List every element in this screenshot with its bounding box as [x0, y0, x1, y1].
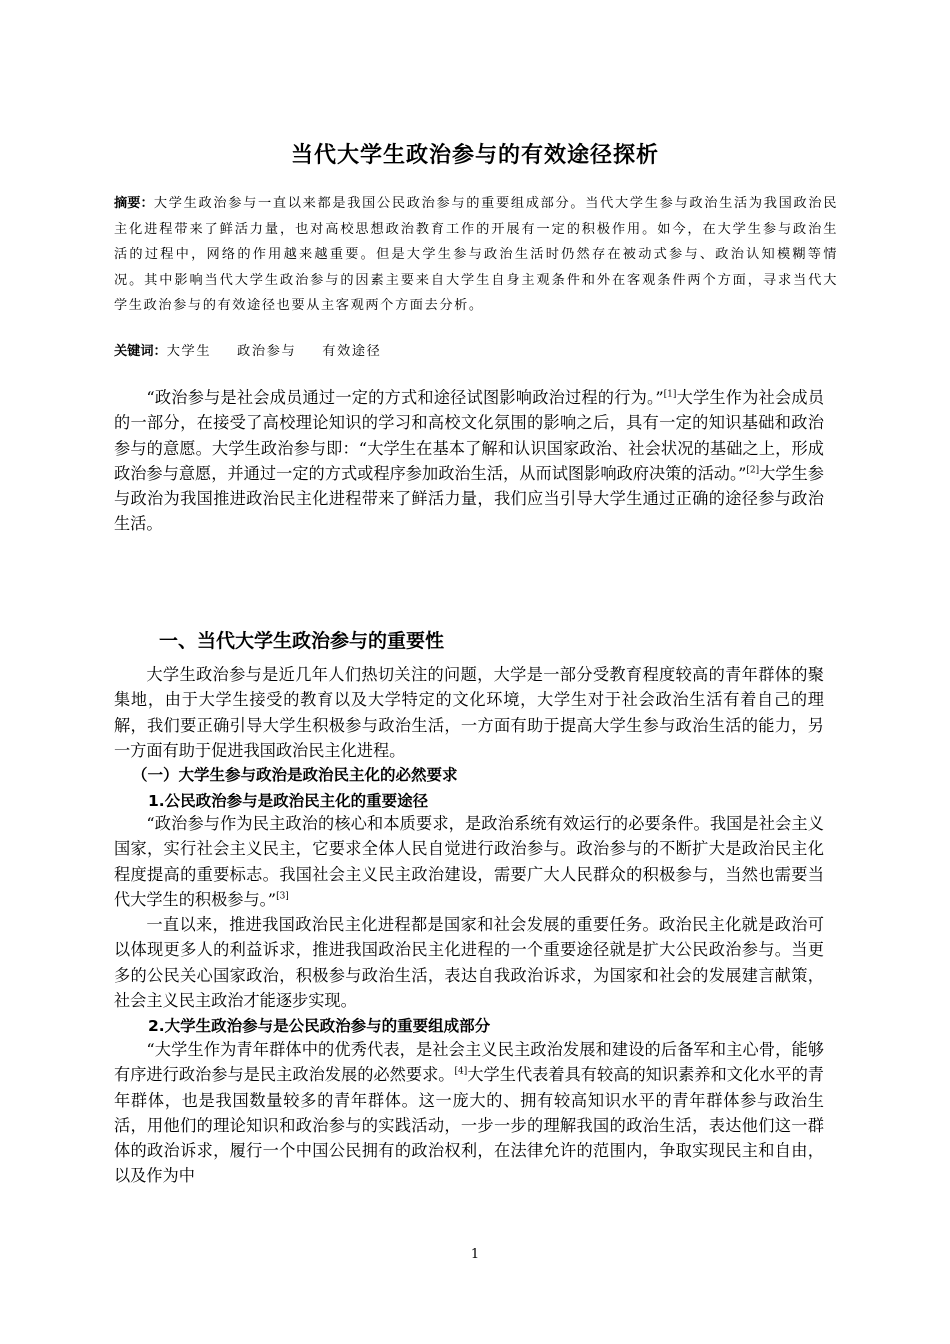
section-heading: 一、当代大学生政治参与的重要性 — [159, 630, 445, 652]
paper-title: 当代大学生政治参与的有效途径探析 — [290, 143, 659, 168]
point-paragraph — [114, 811, 824, 912]
citation-ref: [3] — [276, 891, 289, 902]
abstract-text: 大学生政治参与一直以来都是我国公民政治参与的重要组成部分。当代大学生参与政治生活为我国政治民主化进程带来了鲜活力量，也对高校思想政治教育工作的开展有一定的积极作用。如今，在大学生参与政治生活的过程中，网络的作用越来越重要。但是大学生参与政治生活时仍然存在被动式参与、政治认知模糊等情况。其中影响当代大学生政治参与的因素主要来自大学生自身主观条件和外在客观条件两个方面，寻求当代大学生政治参与的有效途径也要从主客观两个方面去分析。 — [114, 196, 838, 313]
point-paragraph — [114, 1037, 824, 1189]
paragraph-text: 大学生政治参与是近几年人们热切关注的问题，大学是一部分受教育程度较高的青年群体的聚集地，由于大学生接受的教育以及大学特定的文化环境，大学生对于社会政治生活有着自己的理解，我们要正确引导大学生积极参与政治生活，一方面有助于提高大学生参与政治生活的能力，另一方面有助于促进我国政治民主化进程。 — [114, 665, 824, 760]
keyword-item: 有效途径 — [322, 344, 382, 359]
section-paragraph — [114, 662, 824, 763]
citation-ref: [1] — [663, 389, 677, 400]
point-heading: 1.公民政治参与是政治民主化的重要途径 — [148, 792, 429, 810]
abstract-label: 摘要： — [114, 196, 154, 211]
abstract — [114, 191, 838, 319]
intro-text: 大学生参与政治为我国推进政治民主化进程带来了鲜活力量，我们应当引导大学生通过正确的途径参与政治生活。 — [114, 463, 824, 534]
point-paragraph — [114, 912, 824, 1013]
keywords-label: 关键词： — [114, 344, 167, 359]
paragraph-text: “大学生作为青年群体中的优秀代表，是社会主义民主政治发展和建设的后备军和主心骨，能够有序进行政治参与是民主政治发展的必然要求。 — [114, 1040, 824, 1085]
paragraph-text: 一直以来，推进我国政治民主化进程都是国家和社会发展的重要任务。政治民主化就是政治可以体现更多人的利益诉求，推进我国政治民主化进程的一个重要途径就是扩大公民政治参与。当更多的公民关心国家政治，积极参与政治生活，表达自我政治诉求，为国家和社会的发展建言献策，社会主义民主政治才能逐步实现。 — [114, 915, 824, 1010]
keyword-item: 大学生 — [166, 344, 212, 359]
keywords — [114, 340, 407, 359]
paragraph-text: 大学生代表着具有较高的知识素养和文化水平的青年群体，也是我国数量较多的青年群体。这一庞大的、拥有较高知识水平的青年群体参与政治生活，用他们的理论知识和政治参与的实践活动，一步一步的理解我国的政治生活，表达他们这一群体的政治诉求，履行一个中国公民拥有的政治权利，在法律允许的范围内，争取实现民主和自由，以及作为中 — [114, 1065, 824, 1186]
citation-ref: [2] — [746, 465, 760, 476]
citation-ref: [4] — [454, 1066, 468, 1077]
paragraph-text: “政治参与作为民主政治的核心和本质要求，是政治系统有效运行的必要条件。我国是社会主义国家，实行社会主义民主，它要求全体人民自觉进行政治参与。政治参与的不断扩大是政治民主化程度提高的重要标志。我国社会主义民主政治建设，需要广大人民群众的积极参与，当然也需要当代大学生的积极参与。” — [114, 814, 824, 909]
page-number: 1 — [470, 1247, 480, 1262]
subsection-heading: （一）大学生参与政治是政治民主化的必然要求 — [132, 766, 458, 784]
intro-text: “政治参与是社会成员通过一定的方式和途径试图影响政治过程的行为。” — [146, 388, 664, 407]
keyword-item: 政治参与 — [237, 344, 297, 359]
intro-text: 大学生作为社会成员的一部分，在接受了高校理论知识的学习和高校文化氛围的影响之后，具有一定的知识基础和政治参与的意愿。大学生政治参与即：“大学生在基本了解和认识国家政治、社会状况的基础之上，形成政治参与意愿，并通过一定的方式或程序参加政治生活，从而试图影响政府决策的活动。” — [114, 388, 825, 483]
point-heading: 2.大学生政治参与是公民政治参与的重要组成部分 — [148, 1017, 491, 1035]
intro-paragraph — [114, 385, 824, 537]
